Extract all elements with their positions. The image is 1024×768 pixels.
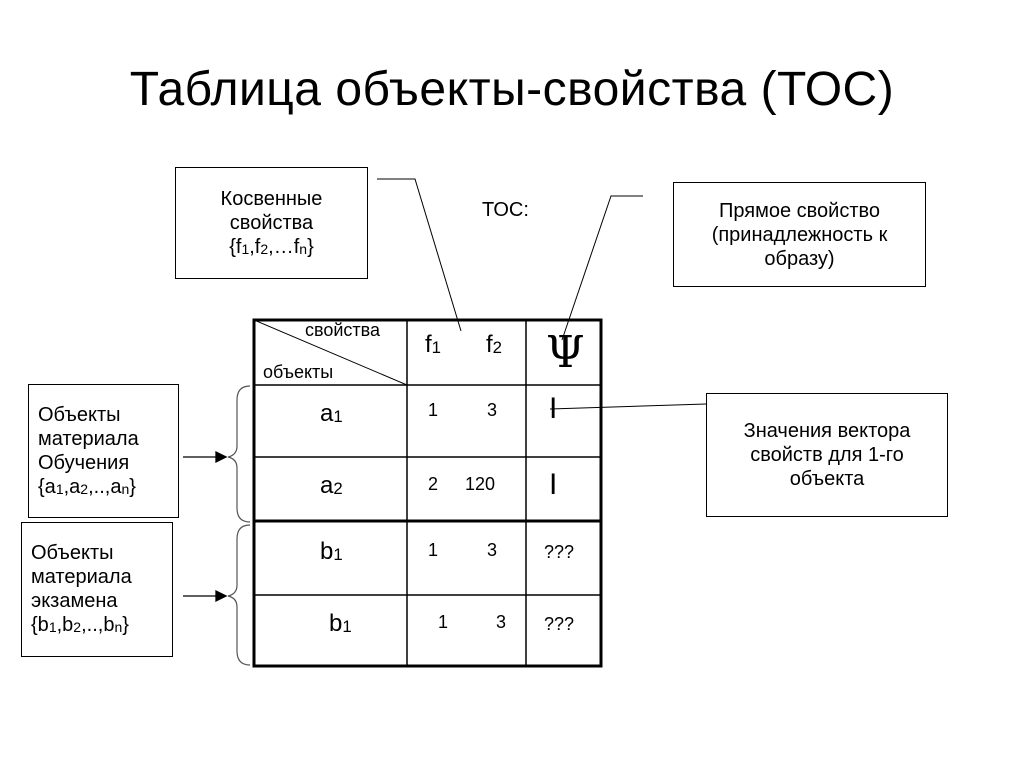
brace-exam	[228, 525, 250, 665]
pointer-direct	[562, 196, 643, 340]
callout-indirect-properties	[175, 167, 368, 279]
corner-label-objects: объекты	[263, 362, 334, 382]
table-cell: I	[549, 468, 558, 501]
callout-text: Объекты	[31, 542, 114, 564]
slide-title: Таблица объекты-свойства (ТОС)	[129, 63, 895, 116]
callout-exam-objects	[21, 522, 173, 657]
row-header: $a_1$	[320, 400, 343, 427]
callout-formula: $\{f_1,f_2,\dots f_n\}$	[229, 235, 314, 258]
callout-formula: $\{a_1,a_2,..,a_n\}$	[38, 475, 136, 498]
callout-text: Прямое свойство	[718, 199, 881, 222]
callout-text: материала	[31, 566, 132, 588]
table-cell: 3	[496, 612, 507, 632]
pointer-indirect	[377, 179, 461, 331]
row-header: $b_1$	[329, 610, 352, 637]
column-header-psi: Ψ	[546, 327, 585, 378]
table-cell: 1	[438, 612, 449, 632]
arrowhead-exam	[216, 591, 226, 601]
table-cell: ???	[544, 542, 575, 562]
callout-text: материала	[38, 427, 139, 450]
callout-text: образу)	[764, 247, 835, 270]
table-cell: I	[549, 392, 558, 425]
table-cell: 1	[428, 540, 439, 560]
callout-text: Объекты	[38, 403, 121, 426]
callout-text: объекта	[789, 468, 865, 490]
row-header: $a_2$	[320, 472, 343, 499]
column-header-f1: $f_1$	[425, 331, 442, 358]
corner-label-properties: свойства	[305, 320, 381, 340]
callout-vector-values	[706, 393, 948, 517]
table-cell: 3	[487, 540, 498, 560]
callout-direct-property	[673, 182, 926, 287]
callout-text: свойств для 1-го	[750, 444, 904, 466]
callout-formula: $\{b_1,b_2,..,b_n\}$	[31, 614, 129, 636]
table-cell: ???	[544, 614, 575, 634]
callout-text: свойства	[229, 211, 314, 234]
callout-text: Значения вектора	[743, 420, 911, 442]
callout-text: (принадлежность к	[711, 223, 888, 246]
callout-text: экзамена	[31, 590, 118, 612]
table-cell: 2	[428, 474, 439, 494]
callout-training-objects	[28, 384, 179, 518]
brace-training	[228, 386, 250, 522]
toc-label: ТОС:	[482, 199, 529, 221]
pointer-vector	[550, 404, 706, 409]
column-header-f2: $f_2$	[486, 331, 503, 358]
table-cell: 120	[465, 474, 496, 494]
callout-text: Косвенные	[220, 187, 323, 210]
table-cell: 3	[487, 400, 498, 420]
arrowhead-training	[216, 452, 226, 462]
callout-text: Обучения	[38, 451, 130, 474]
row-header: $b_1$	[320, 538, 343, 565]
table-cell: 1	[428, 400, 439, 420]
